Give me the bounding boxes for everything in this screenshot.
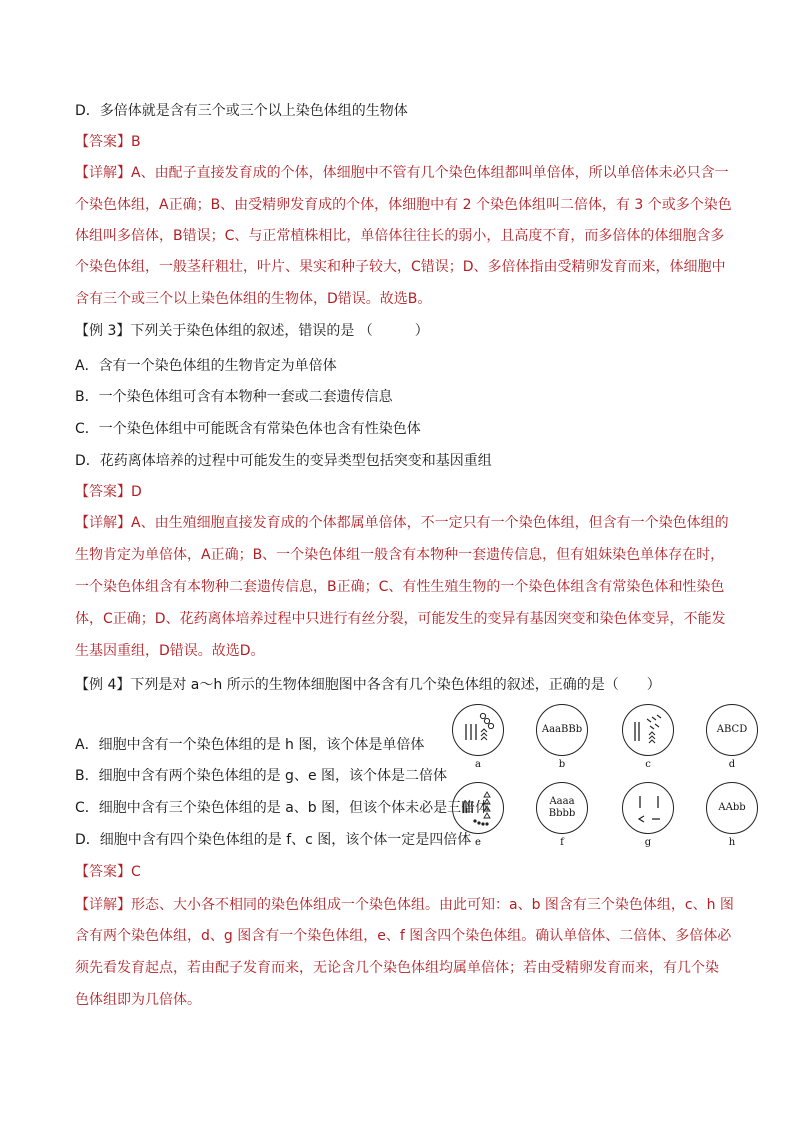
text-line-20: A．细胞中含有一个染色体组的是 h 图，该个体是单倍体 — [75, 737, 425, 753]
cell-d — [706, 704, 758, 756]
text-line-8: 【例 3】下列关于染色体组的叙述，错误的是 （ ） — [75, 323, 429, 339]
text-line-2: 【答案】B — [75, 134, 141, 150]
text-line-22: C．细胞中含有三个染色体组的是 a、b 图，但该个体未必是三倍体 — [75, 800, 490, 816]
cell-f — [536, 782, 588, 834]
cell-f-genotype — [537, 796, 587, 820]
text-line-12: D．花药离体培养的过程中可能发生的变异类型包括突变和基因重组 — [75, 453, 492, 469]
text-line-21: B．细胞中含有两个染色体组的是 g、e 图，该个体是二倍体 — [75, 768, 448, 784]
text-line-19: 【例 4】下列是对 a～h 所示的生物体细胞图中各含有几个染色体组的叙述，正确的是（ ） — [75, 677, 661, 693]
text-line-27: 须先看发育起点，若由配子发育而来，无论含几个染色体组均属单倍体；若由受精卵发育而来，有几个染 — [75, 960, 719, 976]
cell-e-label: e — [475, 837, 481, 848]
text-line-13: 【答案】D — [75, 484, 142, 500]
cell-a-chromosomes — [453, 705, 505, 757]
cell-f-genotype-line-1: Aaaa — [549, 796, 575, 807]
text-line-10: B．一个染色体组可含有本物种一套或二套遗传信息 — [75, 389, 393, 405]
text-line-23: D．细胞中含有四个染色体组的是 f、c 图，该个体一定是四倍体 — [75, 832, 472, 848]
cell-g — [622, 782, 674, 834]
cell-h-label: h — [728, 837, 736, 848]
cell-g-label: g — [644, 837, 652, 848]
text-line-18: 生基因重组，D错误。故选D。 — [75, 643, 265, 659]
cell-f-label: f — [560, 837, 564, 848]
text-line-25: 【详解】形态、大小各不相同的染色体组成一个染色体组。由此可知：a、b 图含有三个染色体组，c、h 图 — [75, 897, 734, 913]
text-line-17: 体，C正确；D、花药离体培养过程中只进行有丝分裂，可能发生的变异有基因突变和染色体变异，不能发 — [75, 611, 726, 627]
cell-b-genotype: AaaBBb — [541, 724, 583, 735]
text-line-26: 含有两个染色体组，d、g 图含有一个染色体组，e、f 图含四个染色体组。确认单倍体、二倍体、多倍体必 — [75, 928, 732, 944]
cell-b-label: b — [558, 759, 566, 770]
text-line-16: 一个染色体组含有本物种二套遗传信息，B正确；C、有性生殖生物的一个染色体组含有常染色体和性染色 — [75, 579, 725, 595]
text-line-3: 【详解】A、由配子直接发育成的个体，体细胞中不管有几个染色体组都叫单倍体，所以单倍体未必只含一 — [75, 165, 729, 181]
cell-a — [452, 704, 504, 756]
cell-c-chromosomes — [623, 705, 675, 757]
cell-e-chromosomes — [453, 783, 505, 835]
text-line-9: A．含有一个染色体组的生物肯定为单倍体 — [75, 358, 337, 374]
text-line-7: 含有三个或三个以上染色体组的生物体，D错误。故选B。 — [75, 291, 432, 307]
cell-c — [622, 704, 674, 756]
cell-b — [536, 704, 588, 756]
text-line-15: 生物肯定为单倍体，A正确；B、一个染色体组一般含有本物种一套遗传信息，但有姐妹染色单体存在时， — [75, 547, 725, 563]
cell-d-genotype: ABCD — [716, 724, 748, 735]
cell-f-genotype-line-2: Bbbb — [548, 808, 576, 819]
text-line-6: 个染色体组，一般茎秆粗壮，叶片、果实和种子较大，C错误；D、多倍体指由受精卵发育而来，体细胞中 — [75, 259, 726, 275]
text-line-24: 【答案】C — [75, 864, 141, 880]
cell-e — [452, 782, 504, 834]
text-line-1: D．多倍体就是含有三个或三个以上染色体组的生物体 — [75, 103, 408, 119]
cell-d-label: d — [728, 759, 736, 770]
cell-diagram-figure — [452, 704, 762, 854]
text-line-5: 体组叫多倍体，B错误；C、与正常植株相比，单倍体往往长的弱小，且高度不育，而多倍体的体细胞含多 — [75, 228, 725, 244]
cell-h — [706, 782, 758, 834]
cell-g-chromosomes — [623, 783, 675, 835]
text-line-11: C．一个染色体组中可能既含有常染色体也含有性染色体 — [75, 421, 421, 437]
text-line-4: 个染色体组，A正确；B、由受精卵发育成的个体，体细胞中有 2 个染色体组叫二倍体，有 3 个或多个染色 — [75, 197, 732, 213]
cell-c-label: c — [645, 759, 651, 770]
text-line-14: 【详解】A、由生殖细胞直接发育成的个体都属单倍体，不一定只有一个染色体组，但含有一个染色体组的 — [75, 515, 729, 531]
cell-h-genotype: AAbb — [718, 802, 746, 813]
cell-a-label: a — [475, 759, 481, 770]
text-line-28: 色体组即为几倍体。 — [75, 992, 201, 1008]
